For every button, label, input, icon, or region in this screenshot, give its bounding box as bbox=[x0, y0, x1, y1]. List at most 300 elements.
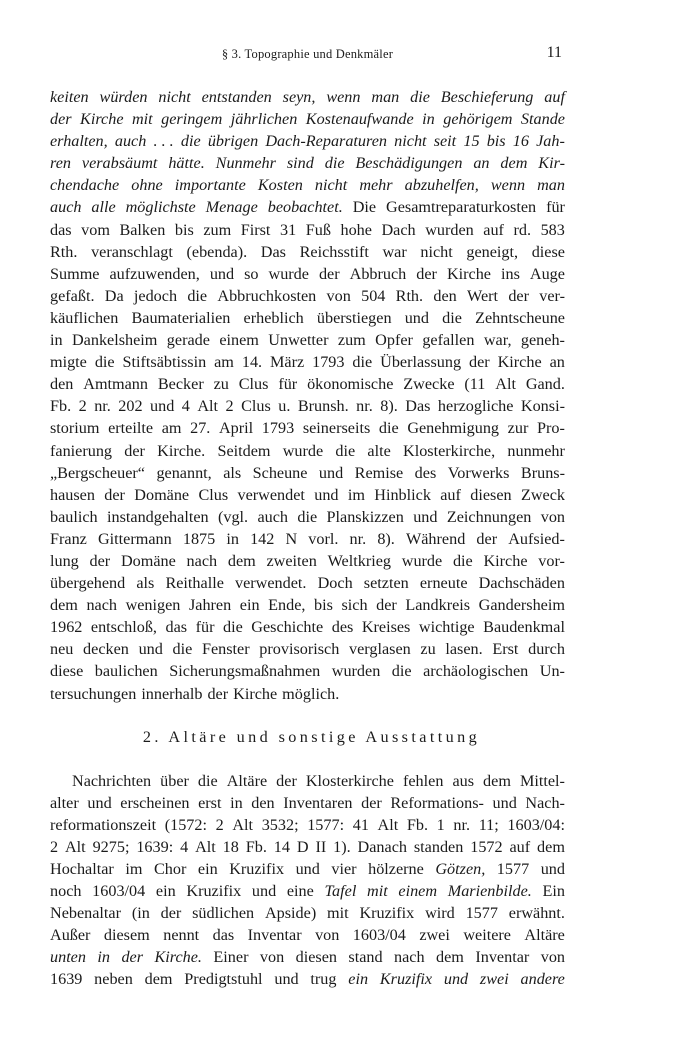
text-line bbox=[50, 152, 565, 174]
text-line bbox=[50, 417, 565, 439]
word: neu bbox=[50, 640, 74, 659]
word: 1793 bbox=[312, 353, 345, 372]
word: in bbox=[97, 948, 110, 967]
word: zwei bbox=[419, 926, 450, 945]
word: Überlassung bbox=[380, 353, 462, 372]
word: der bbox=[50, 110, 72, 129]
word: der bbox=[416, 264, 437, 283]
word: D bbox=[296, 837, 309, 856]
word: verabsäumt bbox=[81, 154, 158, 173]
word: Geschichte bbox=[251, 618, 324, 637]
word: Kirche. bbox=[157, 441, 206, 460]
word: wurde bbox=[268, 264, 309, 283]
word: Weltkrieg bbox=[327, 551, 391, 570]
word: II bbox=[315, 837, 327, 856]
word: vom bbox=[81, 220, 110, 239]
word: so bbox=[244, 264, 259, 283]
word: dem bbox=[500, 154, 528, 173]
word: vorl. bbox=[308, 529, 339, 548]
word: und bbox=[274, 970, 299, 989]
word: zu bbox=[420, 640, 436, 659]
word: beobachtet. bbox=[267, 198, 343, 217]
word: Summe bbox=[50, 264, 100, 283]
word: wurden bbox=[331, 662, 381, 681]
word: ohne bbox=[131, 176, 163, 195]
word: Erst bbox=[492, 640, 519, 659]
text-line bbox=[50, 902, 565, 924]
text-line bbox=[50, 484, 565, 506]
word: 4 bbox=[181, 397, 190, 416]
word: 142 bbox=[250, 529, 275, 548]
word: wird bbox=[425, 904, 455, 923]
word: hätte. bbox=[168, 154, 205, 173]
word: erteilte bbox=[108, 419, 154, 438]
word: März bbox=[270, 353, 305, 372]
word: Alt bbox=[197, 397, 219, 416]
word: diesen bbox=[295, 948, 337, 967]
word: instandgehalten bbox=[107, 507, 209, 526]
word: sich bbox=[341, 596, 368, 615]
word: ver- bbox=[539, 286, 565, 305]
word: erhalten, bbox=[50, 132, 108, 151]
word: First bbox=[240, 220, 271, 239]
word: als bbox=[136, 574, 155, 593]
word: trug bbox=[310, 970, 337, 989]
word: baulichen bbox=[94, 662, 158, 681]
word: 8). bbox=[377, 529, 395, 548]
word: Während bbox=[405, 529, 466, 548]
word: Gandersheim bbox=[478, 596, 565, 615]
word: auch bbox=[50, 198, 82, 217]
word: auch bbox=[114, 132, 147, 151]
word: 8). bbox=[380, 397, 398, 416]
text-line bbox=[50, 174, 565, 196]
word: verglasen bbox=[349, 640, 411, 659]
word: 1875 bbox=[182, 529, 216, 548]
word: nr. bbox=[349, 529, 367, 548]
word: aus bbox=[452, 771, 475, 790]
word: 14. bbox=[241, 353, 263, 372]
word: Alt bbox=[232, 815, 254, 834]
word: Rth. bbox=[395, 286, 424, 305]
word: Fb. bbox=[406, 815, 429, 834]
word: Dankelsheim bbox=[71, 331, 158, 350]
text-line bbox=[50, 836, 565, 858]
word: 1603/04 bbox=[92, 882, 146, 901]
word: Gesamtreparaturkosten bbox=[386, 198, 537, 217]
word: Menage bbox=[205, 198, 258, 217]
word: und bbox=[314, 485, 339, 504]
word: an bbox=[549, 353, 565, 372]
word: wenigen bbox=[125, 596, 181, 615]
word: Alt bbox=[377, 815, 399, 834]
word: 11; bbox=[478, 815, 499, 834]
word: Unwetter bbox=[268, 331, 329, 350]
word: für bbox=[546, 198, 565, 217]
word: reformationszeit bbox=[50, 815, 157, 834]
word: 15 bbox=[463, 132, 480, 151]
word: veranschlagt bbox=[91, 242, 173, 261]
word: Inventar bbox=[247, 926, 302, 945]
word: 583 bbox=[540, 220, 565, 239]
book-page bbox=[50, 44, 565, 991]
word: mit bbox=[367, 882, 388, 901]
word: Sicherungsmaßnahmen bbox=[169, 662, 321, 681]
word: Einer bbox=[213, 948, 249, 967]
section-heading: 2. Altäre und sonstige Ausstattung bbox=[142, 727, 481, 746]
word: Landkreis bbox=[405, 596, 471, 615]
word: Kostenaufwande bbox=[305, 110, 414, 129]
word: bis bbox=[174, 220, 194, 239]
word: Balken bbox=[119, 220, 166, 239]
text-line bbox=[50, 528, 565, 550]
word: zur bbox=[507, 419, 529, 438]
word: nicht bbox=[314, 176, 348, 195]
text-line bbox=[50, 351, 565, 373]
text-line bbox=[50, 792, 565, 814]
word: Kirche bbox=[446, 264, 491, 283]
page-header bbox=[50, 44, 565, 70]
text-line bbox=[50, 924, 565, 946]
word: der bbox=[121, 948, 144, 967]
word: Rth. bbox=[50, 242, 78, 261]
word: Brunsh. bbox=[297, 397, 349, 416]
text-line bbox=[50, 263, 565, 285]
word: Kruzifix bbox=[229, 860, 285, 878]
text-line bbox=[50, 594, 565, 616]
word: „Bergscheuer“ bbox=[50, 463, 145, 482]
word: 1577 bbox=[496, 860, 530, 878]
word: der bbox=[318, 264, 340, 283]
word: Remise bbox=[354, 463, 404, 482]
word: zweiten bbox=[266, 551, 317, 570]
word: Amtmann bbox=[83, 375, 148, 394]
word: dem bbox=[227, 551, 256, 570]
word: ein bbox=[197, 860, 218, 878]
paragraph-restoration-history bbox=[50, 86, 565, 705]
word: Hochaltar bbox=[50, 860, 114, 878]
word: noch bbox=[50, 882, 82, 901]
word: Das bbox=[405, 397, 431, 416]
word: alle bbox=[91, 198, 116, 217]
word: archäologischen bbox=[423, 662, 529, 681]
word: vor- bbox=[538, 551, 565, 570]
word: der bbox=[469, 353, 490, 372]
word: Auge bbox=[529, 264, 565, 283]
word: die bbox=[452, 551, 473, 570]
word: diese bbox=[531, 242, 565, 261]
word: die bbox=[352, 353, 373, 372]
word: seyn, bbox=[282, 88, 316, 106]
text-line bbox=[50, 462, 565, 484]
word: gehörigem bbox=[443, 110, 513, 129]
word: 2 bbox=[225, 397, 234, 416]
word: aufzuwenden, bbox=[109, 264, 200, 283]
word: von bbox=[326, 286, 351, 305]
word: ren bbox=[50, 154, 71, 173]
text-line bbox=[50, 968, 565, 990]
text-line bbox=[50, 130, 565, 152]
word: Kirche bbox=[233, 684, 278, 703]
word: jährlichen bbox=[230, 110, 298, 129]
word: 3532; bbox=[261, 815, 299, 834]
text-line bbox=[50, 880, 565, 902]
word: übrigen bbox=[207, 132, 259, 151]
word: Abbruchkosten bbox=[217, 286, 317, 305]
word: gerade bbox=[166, 331, 210, 350]
word: über bbox=[160, 771, 189, 790]
word: erst bbox=[198, 793, 222, 812]
word: standen bbox=[413, 837, 464, 856]
word: möglichste bbox=[125, 198, 196, 217]
word: am bbox=[214, 353, 234, 372]
word: der bbox=[508, 286, 529, 305]
word: Mittel- bbox=[519, 771, 565, 790]
word: der bbox=[89, 551, 111, 570]
word: der bbox=[124, 441, 145, 460]
word: u. bbox=[278, 397, 291, 416]
word: die bbox=[172, 640, 193, 659]
word: seinerseits bbox=[302, 419, 371, 438]
word: das bbox=[212, 926, 235, 945]
word: provisorisch bbox=[259, 640, 340, 659]
word: das bbox=[165, 618, 188, 637]
word: alter bbox=[50, 793, 79, 812]
word: Reformations- bbox=[390, 793, 484, 812]
word: Nunmehr bbox=[215, 154, 276, 173]
word: diesem bbox=[103, 926, 150, 945]
word: Hinblick bbox=[374, 485, 431, 504]
word: Zeichnungen bbox=[446, 507, 532, 526]
word: nicht bbox=[420, 242, 453, 261]
word: auch bbox=[257, 507, 289, 526]
word: erwähnt. bbox=[508, 904, 565, 923]
word: migte bbox=[50, 353, 87, 372]
word: und bbox=[443, 970, 469, 989]
word: Planskizzen bbox=[326, 507, 404, 526]
word: Pro- bbox=[536, 419, 565, 438]
word: Alt bbox=[495, 375, 516, 394]
word: und bbox=[138, 640, 163, 659]
word: der bbox=[476, 529, 498, 548]
word: des bbox=[414, 463, 437, 482]
text-line bbox=[50, 616, 565, 638]
word: Clus bbox=[238, 375, 269, 394]
word: lasen. bbox=[445, 640, 483, 659]
word: (ebenda). bbox=[186, 242, 248, 261]
word: und bbox=[209, 264, 235, 283]
word: Abbruch bbox=[349, 264, 407, 283]
word: nach bbox=[186, 551, 218, 570]
word: Vorwerks bbox=[447, 463, 510, 482]
word: keiten bbox=[50, 88, 89, 106]
word: 27. bbox=[190, 419, 211, 438]
word: Das bbox=[260, 242, 286, 261]
text-line bbox=[50, 108, 565, 130]
word: Jah- bbox=[536, 132, 565, 151]
word: ökonomische bbox=[307, 375, 394, 394]
word: auf bbox=[544, 88, 565, 106]
word: dem bbox=[483, 771, 511, 790]
text-line bbox=[50, 373, 565, 395]
word: stand bbox=[348, 948, 383, 967]
word: Tafel bbox=[324, 882, 357, 901]
word: und bbox=[413, 507, 438, 526]
word: (11 bbox=[464, 375, 486, 394]
text-line bbox=[50, 638, 565, 660]
word: Baumaterialien bbox=[131, 308, 231, 327]
text-line bbox=[50, 241, 565, 263]
word: 1). bbox=[333, 837, 351, 856]
word: wurde bbox=[282, 441, 324, 460]
word: abzuhelfen, bbox=[404, 176, 479, 195]
word: im bbox=[347, 485, 365, 504]
word: und bbox=[251, 882, 277, 901]
word: ins bbox=[500, 264, 520, 283]
word: . . . bbox=[153, 132, 174, 151]
word: überstiegen bbox=[316, 308, 392, 327]
word: entschloß, bbox=[90, 618, 157, 637]
word: jedoch bbox=[133, 286, 178, 305]
text-line bbox=[50, 683, 565, 705]
word: dem bbox=[436, 948, 464, 967]
word: Da bbox=[104, 286, 124, 305]
word: chendache bbox=[50, 176, 120, 195]
word: von bbox=[540, 507, 565, 526]
word: Kosten bbox=[257, 176, 303, 195]
word: nr. bbox=[356, 397, 373, 416]
word: die bbox=[94, 353, 115, 372]
word: in bbox=[50, 331, 63, 350]
text-line bbox=[50, 572, 565, 594]
word: 1639: bbox=[136, 837, 174, 856]
running-title: § 3. Topographie und Denkmäler bbox=[221, 47, 394, 61]
word: Dach-Reparaturen bbox=[265, 132, 388, 151]
word: neben bbox=[94, 970, 133, 989]
word: Fb. bbox=[245, 837, 267, 856]
word: Stiftsäbtissin bbox=[122, 353, 207, 372]
word: Kruzifix bbox=[359, 904, 415, 923]
word: mehr bbox=[359, 176, 393, 195]
word: übergehend bbox=[50, 574, 126, 593]
word: käuflichen bbox=[50, 308, 119, 327]
word: Becker bbox=[157, 375, 204, 394]
word: und bbox=[150, 397, 175, 416]
word: man bbox=[371, 88, 400, 106]
word: 14 bbox=[273, 837, 290, 856]
word: Klosterkirche, bbox=[403, 441, 496, 460]
word: des bbox=[331, 618, 354, 637]
word: für bbox=[278, 375, 298, 394]
text-line bbox=[50, 440, 565, 462]
word: den bbox=[433, 286, 457, 305]
word: 41 bbox=[352, 815, 369, 834]
word: decken bbox=[83, 640, 129, 659]
text-line bbox=[50, 219, 565, 241]
word: sind bbox=[286, 154, 314, 173]
text-line bbox=[50, 506, 565, 528]
word: geneigt, bbox=[466, 242, 519, 261]
word: setzten bbox=[363, 574, 409, 593]
word: fehlen bbox=[402, 771, 444, 790]
text-line bbox=[50, 196, 565, 218]
word: andere bbox=[520, 970, 565, 989]
word: 202 bbox=[118, 397, 143, 416]
word: die bbox=[442, 308, 462, 327]
text-line bbox=[50, 814, 565, 836]
word: den bbox=[251, 793, 275, 812]
word: Ende, bbox=[268, 596, 306, 615]
word: (vgl. bbox=[217, 507, 249, 526]
word: N bbox=[285, 529, 298, 548]
word: tersuchungen bbox=[50, 684, 137, 703]
word: Zehntscheune bbox=[475, 308, 565, 327]
word: 1603/04 bbox=[352, 926, 406, 945]
word: nunmehr bbox=[507, 441, 565, 460]
word: 1639 bbox=[50, 970, 83, 989]
word: 1577 bbox=[465, 904, 498, 923]
word: als bbox=[223, 463, 242, 482]
word: erscheinen bbox=[120, 793, 190, 812]
word: die bbox=[324, 154, 345, 173]
word: der bbox=[276, 771, 297, 790]
word: und bbox=[540, 860, 565, 878]
word: die bbox=[197, 771, 218, 790]
word: nach bbox=[394, 948, 425, 967]
word: 1572 bbox=[470, 837, 503, 856]
word: Reithalle bbox=[165, 574, 224, 593]
word: Götzen, bbox=[435, 860, 486, 878]
word: 18 bbox=[222, 837, 239, 856]
text-line bbox=[50, 550, 565, 572]
word: von bbox=[540, 948, 565, 967]
word: 1962 bbox=[50, 618, 83, 637]
word: die bbox=[187, 286, 208, 305]
word: der bbox=[376, 596, 397, 615]
word: 2 bbox=[78, 397, 87, 416]
word: Fuß bbox=[305, 220, 331, 239]
word: Chor bbox=[153, 860, 187, 878]
word: Doch bbox=[317, 574, 353, 593]
paragraph-altars bbox=[50, 770, 565, 991]
word: einem bbox=[398, 882, 438, 901]
word: Gand. bbox=[525, 375, 565, 394]
word: Aufsied- bbox=[508, 529, 565, 548]
word: storium bbox=[50, 419, 100, 438]
word: nicht bbox=[158, 88, 191, 106]
word: Domäne bbox=[134, 485, 190, 504]
word: die bbox=[378, 419, 399, 438]
word: Kirche bbox=[80, 110, 124, 129]
word: Franz bbox=[50, 529, 87, 548]
word: die bbox=[335, 441, 356, 460]
word: einem bbox=[219, 331, 259, 350]
word: zwei bbox=[479, 970, 509, 989]
word: diesen bbox=[470, 485, 512, 504]
word: dem bbox=[50, 596, 78, 615]
word: Dach bbox=[381, 220, 416, 239]
word: wenn bbox=[326, 88, 361, 106]
word: rd. bbox=[513, 220, 532, 239]
word: am bbox=[161, 419, 182, 438]
word: Baudenkmal bbox=[483, 618, 565, 637]
word: hohe bbox=[340, 220, 372, 239]
word: Inventaren bbox=[283, 793, 353, 812]
word: möglich. bbox=[282, 684, 340, 703]
word: bis bbox=[314, 596, 333, 615]
word: Konsi- bbox=[520, 397, 565, 416]
page-number: 11 bbox=[546, 44, 562, 61]
